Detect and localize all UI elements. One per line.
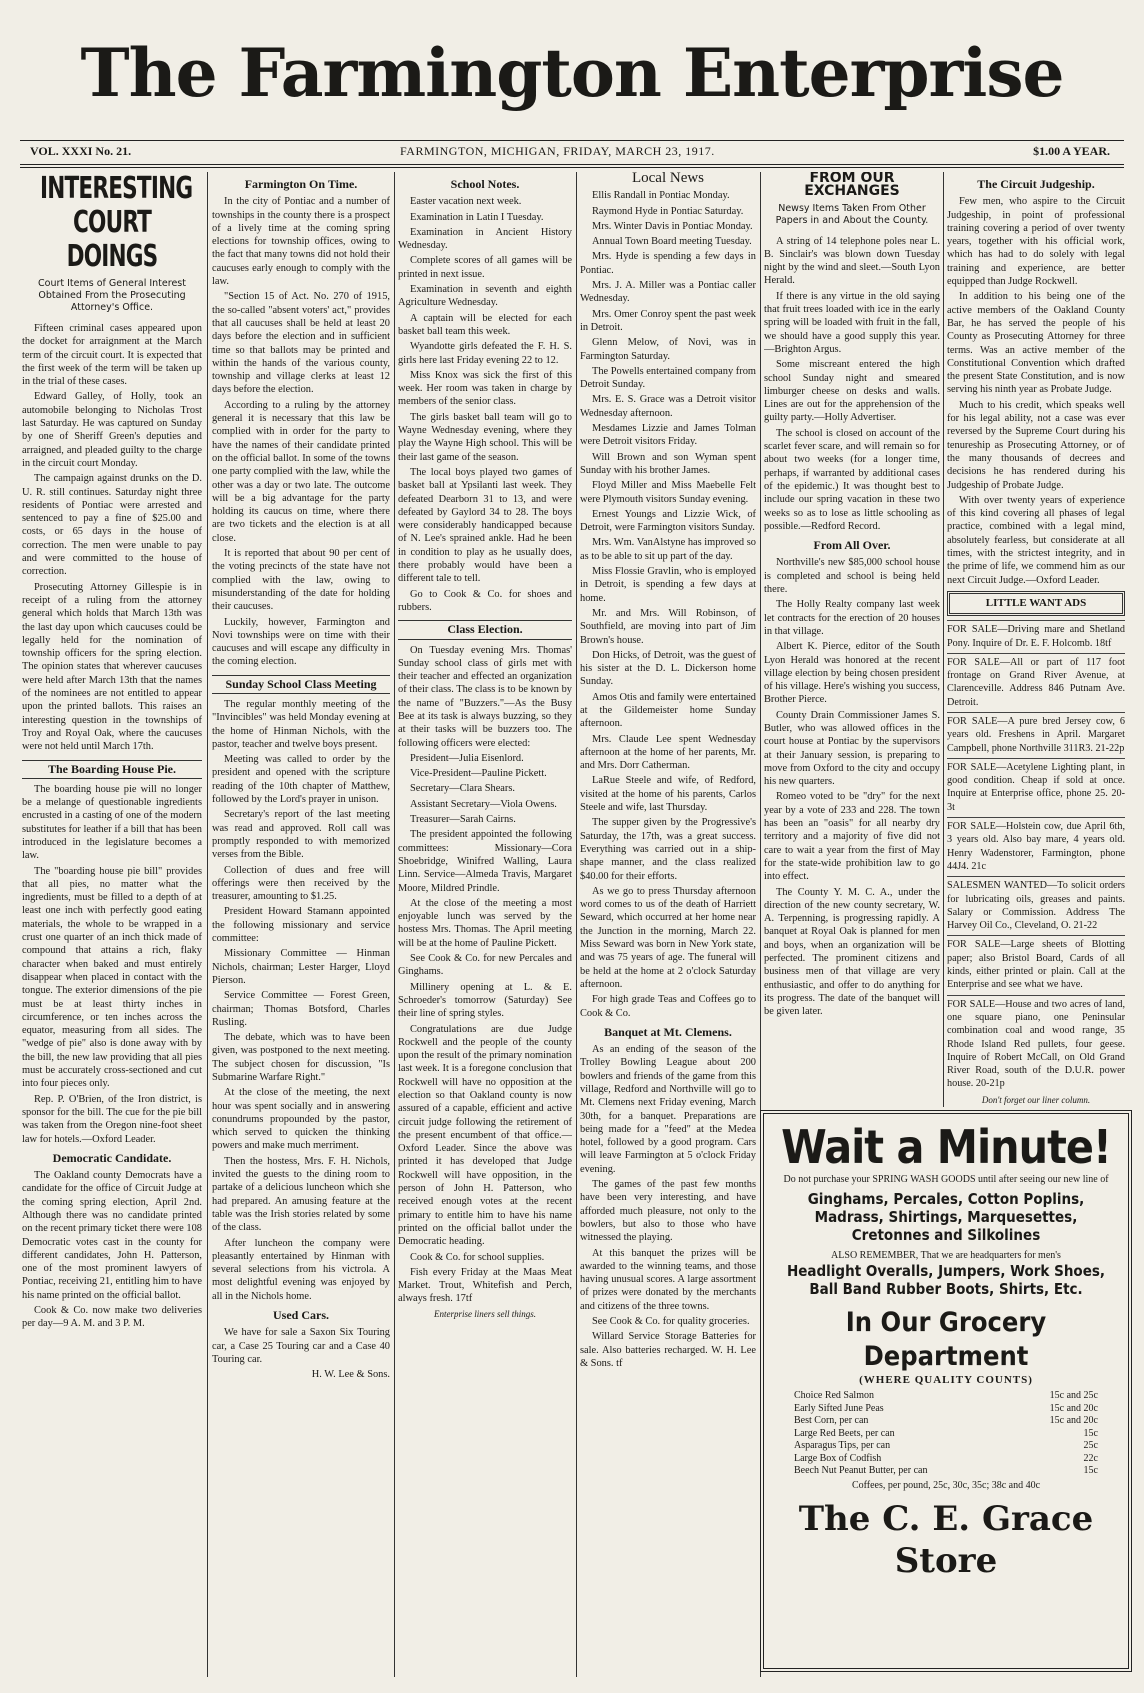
subscription-price: $1.00 A YEAR. <box>1033 144 1110 158</box>
price-row <box>774 1428 1118 1441</box>
local-news-item: Miss Flossie Gravlin, who is employed in Detroit, is spending a few days at home. <box>580 566 756 604</box>
class-election-title: Class Election. <box>398 620 572 639</box>
all-over-item: Northville's new $85,000 school house is completed and school is being held there. <box>764 557 940 596</box>
want-ad-item: FOR SALE—House and two acres of land, one square piano, one Peninsular combination coal and wood range, 35 Rhode Island Red pullets, four geese. Inquire of Robert McCall, on Old Grand River Road, south of the D.U.R. power house. 20-21p <box>947 995 1125 1091</box>
ad-intro: Do not purchase your SPRING WASH GOODS until after seeing our new line of <box>783 1174 1109 1185</box>
local-news-item: Mrs. J. A. Miller was a Pontiac caller Wednesday. <box>580 280 756 305</box>
price-value: 15c and 25c <box>1049 1390 1098 1401</box>
farmington-paragraph: "Section 15 of Act. No. 270 of 1915, the so-called "absent voters' act," provides that all caucuses shall be held at least 20 days before the election and in sufficient time so that ballots may be printed and within the hands of the various county, township and village clerks at least 12 days before the election. <box>212 291 390 396</box>
local-news-item: Mrs. Winter Davis in Pontiac Monday. <box>592 220 753 232</box>
local-news-item: Mr. and Mrs. Will Robinson, of Southfield, are moving into part of Jim Brown's house. <box>580 607 756 646</box>
ad-coffees: Coffees, per pound, 25c, 30c, 35c; 38c and 40c <box>851 1479 1041 1491</box>
want-ad-item: SALESMEN WANTED—To solicit orders for lubricating oils, greases and paints. Salary or Commission. Address The Harvey Oil Co., Cleveland, O. 21-22 <box>947 876 1125 932</box>
grace-store-ad <box>760 1110 1132 1672</box>
school-item: Go to Cook & Co. for shoes and rubbers. <box>398 588 572 613</box>
sunday-paragraph: The debate, which was to have been given, was postponed to the next meeting. The subject chosen for discussion, "Is Submarine Warfare Right." <box>212 1032 390 1083</box>
local-news-item: Mrs. Hyde is spending a few days in Pontiac. <box>580 251 756 276</box>
cook-ad: Cook & Co. for school supplies. <box>410 1251 545 1263</box>
used-cars-signature: H. W. Lee & Sons. <box>311 1369 390 1381</box>
judgeship-paragraph: In addition to his being one of the active members of the Oakland County Bar, he has served the people of his County as Prosecuting Attorney for three terms. Was an active member of the Constitutional Convention which drafted the present State Constitution, and is now serving his ninth year as Probate Judge. <box>947 291 1125 396</box>
class-election-paragraph: On Tuesday evening Mrs. Thomas' Sunday school class of girls met with their teacher and effected an organization of their class. The class is to be known by the name of "Buzzers."—As the Busy Bee at its task is always buzzing, so they at their tasks will be buzzers too. The following officers were elected: <box>398 644 572 749</box>
court-paragraph: Fifteen criminal cases appeared upon the docket for arraignment at the March term of the circuit court. It is expected that the first week of the term will be taken up in the trial of these cases. <box>22 323 202 388</box>
boarding-paragraph: Rep. P. O'Brien, of the Iron district, is sponsor for the bill. The cue for the pie bill was taken from the Oregon nine-foot sheet law for hotels.—Oxford Leader. <box>22 1093 202 1145</box>
school-item: Examination in seventh and eighth Agriculture Wednesday. <box>398 284 572 309</box>
sunday-paragraph: Meeting was called to order by the president and opened with the scripture reading of the 10th chapter of Matthew, followed by the Lord's prayer in unison. <box>212 754 390 806</box>
school-item: Easter vacation next week. <box>410 196 522 208</box>
local-news-item: Mesdames Lizzie and James Tolman were Detroit visitors Friday. <box>580 423 756 448</box>
price-item: Large Red Beets, per can <box>794 1427 895 1439</box>
want-ads-title: LITTLE WANT ADS <box>947 591 1125 616</box>
judgeship-paragraph: Much to his credit, which speaks well for his legal ability, not a case was ever reversed by the Supreme Court during his tenureship as Prosecuting Attorney, or of the many thousands of decrees and decisions he has rendered during his Judgeship of Probate Judge. <box>947 399 1125 491</box>
local-news-item: Mrs. Omer Conroy spent the past week in Detroit. <box>580 308 756 333</box>
price-item: Large Box of Codfish <box>794 1452 882 1464</box>
price-value: 22c <box>1083 1452 1098 1464</box>
school-item: Examination in Latin I Tuesday. <box>410 211 544 223</box>
dateline <box>20 144 1120 162</box>
column-6 <box>947 172 1125 1107</box>
price-row <box>774 1403 1118 1416</box>
local-news-item: Floyd Miller and Miss Maebelle Felt were Plymouth visitors Sunday evening. <box>580 480 756 505</box>
sunday-paragraph: Missionary Committee — Hinman Nichols, chairman; Lester Harger, Lloyd Pierson. <box>212 948 390 986</box>
local-news-item: Mrs. Wm. VanAlstyne has improved so as to be able to sit up part of the day. <box>580 537 756 562</box>
ad-quality-tagline: (WHERE QUALITY COUNTS) <box>859 1374 1033 1386</box>
sunday-paragraph: Then the hostess, Mrs. F. H. Nichols, invited the guests to the dining room to partake of a delicious luncheon which she had prepared. An amusing feature at the table was the Irish stories related by some of the class. <box>212 1155 390 1234</box>
class-election-paragraph: The president appointed the following committees: Missionary—Cora Shoebridge, Winifred Walling, Laura Linn. Service—Almeda Travis, Margaret Moore, Mildred Prindle. <box>398 829 572 894</box>
price-value: 15c <box>1083 1427 1098 1439</box>
masthead: The Farmington Enterprise <box>80 34 1064 112</box>
liners-note: Enterprise liners sell things. <box>434 1308 536 1319</box>
local-news-list <box>580 189 756 991</box>
local-news-item: Glenn Melow, of Novi, was in Farmington Saturday. <box>580 337 756 362</box>
ad-store-name: The C. E. Grace Store <box>798 1498 1094 1581</box>
want-ad-item: FOR SALE—Holstein cow, due April 6th, 3 years old. Also bay mare, 4 years old. Henry Wadenstorer, Farmington, phone 44J4. 21c <box>947 817 1125 873</box>
rule-under-dateline <box>20 164 1124 165</box>
school-item: A captain will be elected for each basket ball team this week. <box>398 312 572 337</box>
cook-delivery-notice: Cook & Co. now make two deliveries per day—9 A. M. and 3 P. M. <box>22 1305 202 1330</box>
price-row <box>774 1415 1118 1428</box>
sunday-paragraph: President Howard Stamann appointed the following missionary and service committee: <box>212 906 390 945</box>
price-item: Choice Red Salmon <box>794 1390 874 1401</box>
class-election-paragraph: Assistant Secretary—Viola Owens. <box>410 798 557 810</box>
used-cars-paragraph: We have for sale a Saxon Six Touring car, a Case 25 Touring car and a Case 40 Touring car. <box>212 1327 390 1365</box>
local-news-title: Local News <box>631 172 705 186</box>
local-news-item: Don Hicks, of Detroit, was the guest of his sister at the D. L. Dickerson home Sunday. <box>580 649 756 688</box>
want-ad-item: FOR SALE—Acetylene Lighting plant, in good condition. Cheap if sold at once. Inquire at Enterprise office, phone 25. 20-3t <box>947 758 1125 814</box>
want-ads-list <box>947 620 1125 1091</box>
sunday-school-title: Sunday School Class Meeting <box>212 675 390 694</box>
ad-workwear: Headlight Overalls, Jumpers, Work Shoes, Ball Band Rubber Boots, Shirts, Etc. <box>786 1262 1106 1298</box>
exchange-item: Some miscreant entered the high school Sunday night and smeared limburger cheese on desks and walls. Lines are out for the apprehension of the guilty party.—Holly Advertiser. <box>764 359 940 424</box>
farmington-paragraph: According to a ruling by the attorney general it is necessary that this law be complied with in order for the party to have the names of their candidate printed on the official ballot. In some of the towns one party complied with the law, while the other was a day or two late. The outcome will be a big advantage for the party holding its caucus on time, where there are two tickets and the election is at all close. <box>212 399 390 544</box>
column-divider <box>576 172 577 1677</box>
farmington-paragraph: It is reported that about 90 per cent of the voting precincts of the state have not complied with the law, owing to misunderstanding of the date for holding their caucuses. <box>212 548 390 613</box>
class-election-paragraph: Vice-President—Pauline Pickett. <box>410 768 547 780</box>
fish-ad: Fish every Friday at the Maas Meat Market. Trout, Whitefish and Perch, always fresh. 17tf <box>398 1266 572 1305</box>
sunday-paragraph: Collection of dues and free will offerings were then received by the treasurer, amounting to $1.25. <box>212 864 390 903</box>
local-news-item: Amos Otis and family were entertained at the Gildemeister home Sunday afternoon. <box>580 691 756 730</box>
democratic-title: Democratic Candidate. <box>52 1150 172 1165</box>
school-item: Complete scores of all games will be printed in next issue. <box>398 255 572 280</box>
court-headline: INTERESTING COURT DOINGS <box>40 172 193 274</box>
price-item: Asparagus Tips, per can <box>794 1440 891 1451</box>
local-news-item: Ernest Youngs and Lizzie Wick, of Detroit, were Farmington visitors Sunday. <box>580 508 756 534</box>
rule-under-dateline-2 <box>20 167 1124 168</box>
sunday-paragraph: The regular monthly meeting of the "Invincibles" was held Monday evening at the home of Hinman Nichols, with the pastor, teacher and twelve boys present. <box>212 698 390 750</box>
boarding-title: The Boarding House Pie. <box>22 760 202 779</box>
exchange-item: If there is any virtue in the old saying that fruit trees loaded with ice in the early spring will be loaded with fruit in the fall, we should have a good supply this year.—Brighton Argus. <box>764 290 940 355</box>
local-news-item: Ellis Randall in Pontiac Monday. <box>592 190 730 202</box>
boarding-paragraph: The boarding house pie will no longer be a melange of questionable ingredients encrusted in a casting of one of the modern substitutes for leather if a bill that has been introduced in the legislature becomes a law. <box>22 783 202 862</box>
school-item: Examination in Ancient History Wednesday. <box>398 226 572 252</box>
local-news-item: Mrs. E. S. Grace was a Detroit visitor Wednesday afternoon. <box>580 394 756 419</box>
column-3 <box>398 172 572 1677</box>
exchange-item: A string of 14 telephone poles near L. B. Sinclair's was blown down Tuesday night by the wind and sleet.—South Lyon Herald. <box>764 235 940 287</box>
ad-price-list <box>774 1390 1118 1478</box>
class-election-paragraph: Treasurer—Sarah Cairns. <box>410 814 516 826</box>
local-news-item: Annual Town Board meeting Tuesday. <box>592 236 752 248</box>
price-row <box>774 1390 1118 1403</box>
price-row <box>774 1453 1118 1466</box>
congrats-paragraph: Congratulations are due Judge Rockwell and the people of the county upon the result of the primary nomination last week. It is a foregone conclusion that Rockwell will have no opposition at the election so that Oakland county is now assured of a capable, efficient and active circuit judge following the retirement of the present encumbent of that office.—Oxford Leader. Since the above was printed it has developed that Judge Rockwell will have opposition, in the person of John H. Patterson, who received enough votes at the recent primary to entitle him to have his name printed on the official ballot under the Democratic heading. <box>398 1023 572 1248</box>
liner-reminder: Don't forget our liner column. <box>981 1094 1091 1105</box>
court-paragraph: Edward Galley, of Holly, took an automobile belonging to Nicholas Trost last Saturday. He was captured on Sunday by one of Sheriff Green's deputies and arraigned, and pleaded guilty to the charge in the circuit court Monday. <box>22 391 202 469</box>
sunday-paragraph: Secretary's report of the last meeting was read and approved. Roll call was promptly responded to with memorized verses from the Bible. <box>212 809 390 861</box>
school-item: The girls basket ball team will go to Wayne Wednesday evening, where they play the Wayne High school. This will be their last game of the season. <box>398 411 572 463</box>
teas-ad: For high grade Teas and Coffees go to Cook & Co. <box>580 994 756 1019</box>
rule-top <box>20 140 1124 141</box>
banquet-title: Banquet at Mt. Clemens. <box>604 1024 732 1039</box>
court-deck: Court Items of General Interest Obtained From the Prosecuting Attorney's Office. <box>38 278 186 313</box>
local-news-item: The Powells entertained company from Detroit Sunday. <box>580 365 756 391</box>
ad-grocery-title: In Our Grocery Department <box>845 1307 1047 1372</box>
local-news-item: The supper given by the Progressive's Saturday, the 17th, was a great success. Everything was carried out in a ship-shape manner, and the class realized $40.00 for their efforts. <box>580 817 756 882</box>
judgeship-paragraph: With over twenty years of experience of this kind covering all phases of legal practice, combined with a legal mind, absolutely fearless, but considerate at all times, with the strictest integrity, and in the prime of life, we commend him as our next Circuit Judge.—Oxford Leader. <box>947 494 1125 586</box>
exchange-item: The school is closed on account of the scarlet fever scare, and will remain so for about two weeks (for a longer time, perhaps, if warranted by additional cases of the epidemic.) It was thought best to include our spring vacation in these two weeks so as to lose as little schooling as possible.—Redford Record. <box>764 427 940 532</box>
column-4 <box>580 172 756 1677</box>
class-election-paragraph: Secretary—Clara Shears. <box>410 783 516 795</box>
banquet-paragraph: The games of the past few months have been very interesting, and have afforded much pleasure, not only to the bowlers, but also to those who have witnessed the playing. <box>580 1179 756 1244</box>
banquet-paragraph: As an ending of the season of the Trolley Bowling League about 200 bowlers and friends of the game from this village, Redford and Northville will go to Mt. Clemens next Friday evening, March 30th, for a banquet. Preparations are being made for a "feed" at the Medea hotel, followed by a good program. Cars will leave Farmington at 5 o'clock Friday evening. <box>580 1044 756 1175</box>
class-election-paragraph: President—Julia Eisenlord. <box>410 752 524 764</box>
court-paragraph: Prosecuting Attorney Gillespie is in receipt of a ruling from the attorney general which holds that March 13th was the last day upon which caucuses could be legally held for the nomination of township officers for the spring election. The opinion states that wherever caucuses were held after March 13th that the names of the nominees are not entitled to appear upon the printed ballots. This raises an interesting question in the townships of Troy and Royal Oak, where the caucuses were not held until March 17th. <box>22 581 202 753</box>
price-item: Early Sifted June Peas <box>794 1402 884 1414</box>
volume-number: VOL. XXXI No. 21. <box>30 144 132 158</box>
price-value: 25c <box>1083 1440 1098 1451</box>
price-value: 15c <box>1083 1465 1098 1476</box>
battery-ad: Willard Service Storage Batteries for sale. Also batteries recharged. W. H. Lee & Sons. tf <box>580 1331 756 1369</box>
want-ad-item: FOR SALE—A pure bred Jersey cow, 6 years old. Freshens in April. Margaret Campbell, phone Northville 311R3. 21-22p <box>947 712 1125 755</box>
column-divider <box>207 172 208 1677</box>
farmington-paragraph: Luckily, however, Farmington and Novi townships were on time with their caucuses and will escape any difficulty in the coming election. <box>212 616 390 668</box>
place-date: FARMINGTON, MICHIGAN, FRIDAY, MARCH 23, 1917. <box>400 144 715 158</box>
price-value: 15c and 20c <box>1049 1402 1098 1414</box>
all-over-item: Albert K. Pierce, editor of the South Lyon Herald was honored at the recent village election by being chosen president of his village. Here's wishing you success, Brother Pierce. <box>764 641 940 706</box>
millinery-ad: Millinery opening at L. & E. Schroeder's tomorrow (Saturday) See their line of spring styles. <box>398 981 572 1020</box>
column-divider <box>394 172 395 1677</box>
used-cars-title: Used Cars. <box>273 1308 329 1323</box>
column-divider <box>943 172 944 1107</box>
school-item: Miss Knox was sick the first of this week. Her room was taken in charge by members of the senior class. <box>398 369 572 408</box>
farmington-title: Farmington On Time. <box>244 177 358 191</box>
ad-wash-goods: Ginghams, Percales, Cotton Poplins, Madrass, Shirtings, Marquesettes, Cretonnes and Silkolines <box>807 1190 1085 1244</box>
school-item: Wyandotte girls defeated the F. H. S. girls here last Friday evening 22 to 12. <box>398 341 572 366</box>
local-news-item: Raymond Hyde in Pontiac Saturday. <box>592 205 744 217</box>
price-value: 15c and 20c <box>1049 1415 1098 1426</box>
column-1 <box>22 172 202 1677</box>
cook-ad: See Cook & Co. for quality groceries. <box>592 1316 750 1328</box>
want-ad-item: FOR SALE—All or part of 117 foot frontage on Grand River Avenue, at Clarenceville. Address 846 Putnam Ave. Detroit. <box>947 653 1125 709</box>
school-item: The local boys played two games of basket ball at Ypsilanti last week. They defeated Dearborn 31 to 13, and were defeated by Gaylord 34 to 28. The boys were considerably handicapped because of N. Lee's sprained ankle. Had he been in condition to play as he usually does, there probably would have been a different tale to tell. <box>398 466 572 585</box>
sunday-paragraph: At the close of the meeting, the next hour was spent socially and in answering conundrums propounded by the pastor, which served to quicken the thinking powers and make much merriment. <box>212 1087 390 1152</box>
ad-remember: ALSO REMEMBER, That we are headquarters for men's <box>831 1250 1061 1261</box>
all-over-item: Romeo voted to be "dry" for the next year by a vote of 233 and 228. The town has been an "oasis" for all nearby dry territory and a majority of five did not care to wait a year from the first of May for the state-wide prohibition law to go into effect. <box>764 791 940 883</box>
banquet-paragraph: At this banquet the prizes will be awarded to the winning teams, and those having unusual scores. A large assortment of prizes were donated by the merchants and citizens of the three towns. <box>580 1247 756 1312</box>
class-election-paragraph: At the close of the meeting a most enjoyable lunch was served by the hostess Mrs. Thomas. The April meeting will be at the home of Pauline Pickett. <box>398 897 572 949</box>
democratic-paragraph: The Oakland county Democrats have a candidate for the office of Circuit Judge at the coming spring election, April 2nd. Although there was no candidate printed on the recent primary ticket there were 108 Democratic votes cast in the county for different candidates, John H. Patterson, one of the most prominent lawyers of Pontiac, receiving 21, entitling him to have his name printed on the official ballot. <box>22 1170 202 1301</box>
school-notes-title: School Notes. <box>450 177 520 191</box>
exchanges-title: FROM OUR EXCHANGES <box>804 172 900 200</box>
all-over-item: The County Y. M. C. A., under the direction of the new county secretary, W. A. Terpenning, is progressing rapidly. A banquet at Royal Oak is planned for men and boys, when an organization will be perfected. The prominent citizens and business men of that village are very enthusiastic, and offer to do anything for its progress. The date of the banquet will be given later. <box>764 886 940 1018</box>
want-ad-item: FOR SALE—Large sheets of Blotting paper; also Bristol Board, Cards of all kinds, either printed or plain. Call at the Enterprise and see what we have. <box>947 935 1125 991</box>
judgeship-title: The Circuit Judgeship. <box>977 177 1095 191</box>
judgeship-paragraph: Few men, who aspire to the Circuit Judgeship, in point of professional training covering a period of over twenty years, together with his official work, which has had to do solely with legal training and experience, are better equipped than Judge Rockwell. <box>947 196 1125 288</box>
court-paragraph: The campaign against drunks on the D. U. R. still continues. Saturday night three residents of Pontiac were arrested and sentenced to pay a fine of $25.00 and costs, or 65 days in the house of correction. The men were unable to pay and were committed to the house of correction. <box>22 473 202 578</box>
price-row <box>774 1465 1118 1478</box>
column-5 <box>764 172 940 1107</box>
local-news-item: Will Brown and son Wyman spent Sunday with his brother James. <box>580 451 756 476</box>
farmington-paragraph: In the city of Pontiac and a number of townships in the county there is a prospect of a lively time at the coming spring elections for township offices, owing to the fact that many towns did not hold their caucuses early enough to comply with the law. <box>212 196 390 288</box>
boarding-paragraph: The "boarding house pie bill" provides that all pies, no matter what the ingredients, must be filled to a depth of at least one inch with perfectly good eating materials, the whole to be wrapped in a crust one quarter of an inch thick made of compound that attains a rich, flaky character when baked and must entirely disappear when placed in contact with the tongue. The exterior dimensions of the pie must be at least thirty inches in circumference, or ten inches across the equator, measuring from all sides. The "wedge of pie" also is done away with by the bill, the new law providing that all pies must be accurately cross-sectioned and cut into four pieces only. <box>22 865 202 1090</box>
local-news-item: LaRue Steele and wife, of Redford, visited at the home of his parents, Carlos Steele and wife, last Thursday. <box>580 775 756 814</box>
cook-ad: See Cook & Co. for new Percales and Ginghams. <box>398 953 572 978</box>
all-over-item: County Drain Commissioner James S. Butler, who was allowed offices in the court house at Pontiac by the supervisors at their January session, is preparing to move from Oxford to the city and occupy his new quarters. <box>764 709 940 788</box>
ad-headline: Wait a Minute! <box>781 1120 1111 1174</box>
all-over-item: The Holly Realty company last week let contracts for the erection of 20 houses in that village. <box>764 599 940 637</box>
column-2 <box>212 172 390 1677</box>
sunday-paragraph: After luncheon the company were pleasantly entertained by Hinman with several selections from his victrola. A most delightful evening was enjoyed by all in the Nichols home. <box>212 1237 390 1302</box>
price-item: Best Corn, per can <box>794 1415 869 1426</box>
price-item: Beech Nut Peanut Butter, per can <box>794 1465 928 1476</box>
want-ad-item: FOR SALE—Driving mare and Shetland Pony. Inquire of Dr. E. F. Holcomb. 18tf <box>947 620 1125 650</box>
price-row <box>774 1440 1118 1453</box>
all-over-title: From All Over. <box>813 538 891 553</box>
local-news-item: As we go to press Thursday afternoon word comes to us of the death of Harriett Seward, which occurred at her home near the Junction in the morning, March 22. Miss Seward was born in New York state, and was 75 years of age. The funeral will be held at the home at 2 o'clock Saturday afternoon. <box>580 885 756 990</box>
exchanges-deck: Newsy Items Taken From Other Papers in and About the County. <box>775 202 929 226</box>
sunday-paragraph: Service Committee — Forest Green, chairman; Thomas Botsford, Charles Rusling. <box>212 990 390 1028</box>
local-news-item: Mrs. Claude Lee spent Wednesday afternoon at the home of her parents, Mr. and Mrs. Dorr Catherman. <box>580 733 756 772</box>
